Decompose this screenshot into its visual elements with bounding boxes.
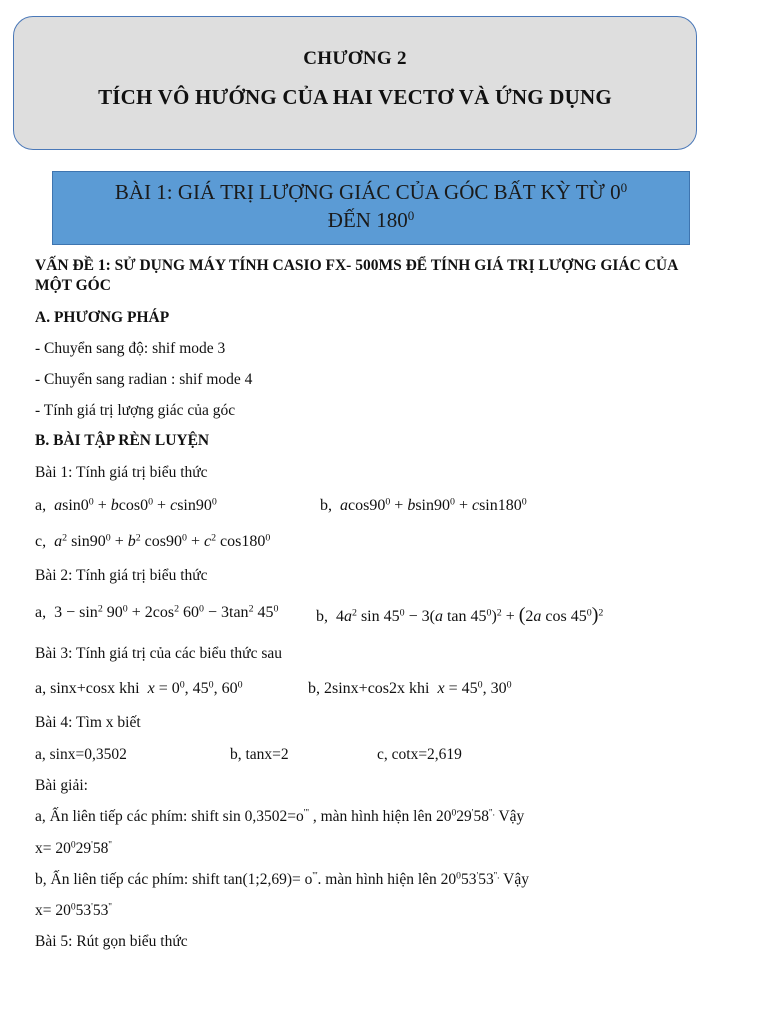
exercise-1-c: c, $a^2$ $\sin 90^0 + b^2$ $\cos 90^0 + c^2$ $\cos 180^0$ — [35, 532, 271, 550]
exercise-3-title: Bài 3: Tính giá trị của các biểu thức sau — [35, 645, 282, 662]
topic-title-line-2: MỘT GÓC — [35, 277, 111, 294]
exercise-2-b: b, $4a^2$ $\sin 45^0 - 3(a$ $\tan 45^0)^2 + (2a$ $\cos 45^0)^2$ — [316, 604, 604, 626]
solution-title: Bài giải: — [35, 777, 88, 794]
exercise-5-title: Bài 5: Rút gọn biểu thức — [35, 933, 188, 950]
exercise-1-title: Bài 1: Tính giá trị biểu thức — [35, 464, 208, 481]
chapter-title: TÍCH VÔ HƯỚNG CỦA HAI VECTƠ VÀ ỨNG DỤNG — [98, 85, 612, 109]
topic-title-line-1: VẤN ĐỀ 1: SỬ DỤNG MÁY TÍNH CASIO FX- 500MS ĐỂ TÍNH GIÁ TRỊ LƯỢNG GIÁC CỦA — [35, 257, 679, 274]
method-heading: A. PHƯƠNG PHÁP — [35, 309, 170, 326]
exercise-3-a: a, sinx+cosx khi $x = 0^0$, $45^0$, $60^0$ — [35, 679, 243, 697]
exercise-2-title: Bài 2: Tính giá trị biểu thức — [35, 567, 208, 584]
solution-a: a, Ấn liên tiếp các phím: shift sin 0,3502=o''' , màn hình hiện lên $20^029'58^{''.}$ Vậy — [35, 807, 525, 825]
exercise-3-b: b, 2sinx+cos2x khi $x = 45^0$, $30^0$ — [308, 679, 512, 697]
solution-b: b, Ấn liên tiếp các phím: shift tan(1;2,69)= o'''. màn hình hiện lên $20^053'53^{''.}$ Vậy — [35, 870, 529, 888]
chapter-header-box — [13, 16, 697, 150]
exercise-2-a: a, $3 - \sin^2 90^0 + 2\cos^2$ $60^0 - 3\tan^2$ $45^0$ — [35, 603, 279, 621]
exercise-4-c: c, cotx=2,619 — [377, 746, 462, 763]
exercise-4-b: b, tanx=2 — [230, 746, 289, 763]
lesson-title-box — [52, 171, 690, 245]
lesson-title-line-2: ĐẾN $180^0$ — [327, 207, 415, 232]
exercise-1-a: a, $asin0^0 + bcos0^0 + csin90^0$ — [35, 496, 217, 514]
chapter-number: CHƯƠNG 2 — [303, 48, 407, 69]
solution-a-result: $x= 20^029'58''$ — [35, 839, 112, 857]
method-item-2: - Chuyển sang radian : shif mode 4 — [35, 371, 253, 388]
exercises-heading: B. BÀI TẬP RÈN LUYỆN — [35, 432, 210, 449]
solution-b-result: $x= 20^053'53''$ — [35, 901, 112, 919]
method-item-1: - Chuyển sang độ: shif mode 3 — [35, 340, 226, 357]
exercise-4-title: Bài 4: Tìm x biết — [35, 714, 141, 731]
lesson-title-line-1: BÀI 1: GIÁ TRỊ LƯỢNG GIÁC CỦA GÓC BẤT KỲ TỪ $0^0$ — [114, 179, 628, 204]
exercise-1-b: b, $acos90^0 + bsin90^0 + csin180^0$ — [320, 496, 527, 514]
exercise-4-a: a, sinx=0,3502 — [35, 746, 127, 763]
method-item-3: - Tính giá trị lượng giác của góc — [35, 402, 236, 419]
